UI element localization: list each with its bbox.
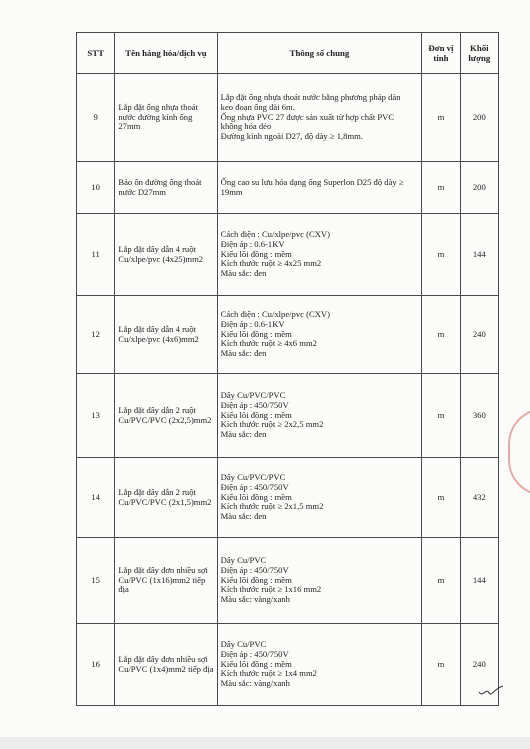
row-stt: 11 (77, 214, 115, 296)
row-quantity: 360 (460, 374, 498, 458)
row-unit: m (422, 214, 460, 296)
spec-line: không hóa dẻo (220, 121, 272, 132)
spec-line: Màu sắc: đen (220, 348, 267, 359)
spec-line: Kích thước ruột ≥ 4x25 mm2 (220, 258, 322, 269)
spec-line: Kích thước ruột ≥ 2x2,5 mm2 (220, 419, 324, 430)
row-stt: 12 (77, 296, 115, 374)
row-specification (217, 162, 422, 214)
row-item-name: Lắp đặt dây dẫn 2 ruột Cu/PVC/PVC (2x1,5)mm2 (115, 458, 217, 538)
row-stt: 13 (77, 374, 115, 458)
table-row (77, 374, 499, 458)
spec-line: Kích thước ruột ≥ 1x4 mm2 (220, 668, 317, 679)
row-specification (217, 458, 422, 538)
specification-table (76, 32, 499, 706)
spec-line: Kích thước ruột ≥ 4x6 mm2 (220, 338, 317, 349)
spec-line: Điện áp : 450/750V (220, 399, 289, 410)
row-item-name: Lắp đặt ống nhựa thoát nước đường kính ống 27mm (115, 74, 217, 162)
row-item-name: Lắp đặt dây dẫn 4 ruột Cu/xlpe/pvc (4x25)mm2 (115, 214, 217, 296)
spec-line: 19mm (220, 186, 243, 197)
row-stt: 16 (77, 624, 115, 706)
header-quantity: Khối lượng (460, 33, 498, 74)
table-row (77, 538, 499, 624)
row-unit: m (422, 538, 460, 624)
header-stt: STT (77, 33, 115, 74)
spec-line: Kích thước ruột ≥ 2x1,5 mm2 (220, 501, 324, 512)
table-row (77, 458, 499, 538)
spec-line: Kiểu lõi đồng : mềm (220, 574, 292, 585)
row-specification (217, 374, 422, 458)
row-unit: m (422, 458, 460, 538)
row-quantity: 200 (460, 74, 498, 162)
row-stt: 10 (77, 162, 115, 214)
spec-line: Dây Cu/PVC (220, 638, 267, 649)
table-row (77, 162, 499, 214)
row-specification (217, 538, 422, 624)
row-item-name: Bảo ôn đường ống thoát nước D27mm (115, 162, 217, 214)
spec-line: Kiểu lõi đồng : mềm (220, 658, 292, 669)
spec-line: Màu sắc: đen (220, 511, 267, 522)
spec-line: Điện áp : 450/750V (220, 481, 289, 492)
row-quantity: 200 (460, 162, 498, 214)
row-item-name: Lắp đặt dây dẫn 4 ruột Cu/xlpe/pvc (4x6)mm2 (115, 296, 217, 374)
row-unit: m (422, 162, 460, 214)
spec-line: Cách điện : Cu/xlpe/pvc (CXV) (220, 308, 330, 319)
spec-line: Điện áp : 450/750V (220, 648, 289, 659)
row-quantity: 240 (460, 624, 498, 706)
spec-line: Kiểu lõi đồng : mềm (220, 248, 292, 259)
spec-line: Dây Cu/PVC (220, 554, 267, 565)
row-specification (217, 296, 422, 374)
table-row (77, 624, 499, 706)
row-unit: m (422, 296, 460, 374)
row-item-name: Lắp đặt dây đơn nhiều sợi Cu/PVC (1x4)mm2 tiếp địa (115, 624, 217, 706)
row-unit: m (422, 374, 460, 458)
table-row (77, 296, 499, 374)
spec-line: Kiểu lõi đồng : mềm (220, 409, 292, 420)
row-quantity: 144 (460, 214, 498, 296)
spec-line: Màu sắc: vàng/xanh (220, 678, 290, 689)
spec-line: Điện áp : 450/750V (220, 564, 289, 575)
spec-line: Dây Cu/PVC/PVC (220, 471, 286, 482)
row-stt: 9 (77, 74, 115, 162)
spec-line: Màu sắc: đen (220, 268, 267, 279)
spec-line: Điện áp : 0.6-1KV (220, 318, 285, 329)
row-stt: 14 (77, 458, 115, 538)
spec-line: Kiểu lõi đồng : mềm (220, 491, 292, 502)
header-specification: Thông số chung (217, 33, 422, 74)
header-unit: Đơn vị tính (422, 33, 460, 74)
spec-line: keo đoạn ống dài 6m. (220, 101, 295, 112)
red-seal-stamp (508, 408, 530, 496)
spec-line: Cách điện : Cu/xlpe/pvc (CXV) (220, 228, 330, 239)
table-row (77, 214, 499, 296)
spec-line: Đường kính ngoài D27, độ dày ≥ 1,8mm. (220, 131, 363, 142)
row-quantity: 432 (460, 458, 498, 538)
spec-line: Kích thước ruột ≥ 1x16 mm2 (220, 584, 322, 595)
row-item-name: Lắp đặt dây dẫn 2 ruột Cu/PVC/PVC (2x2,5)mm2 (115, 374, 217, 458)
table-row (77, 74, 499, 162)
spec-line: Điện áp : 0.6-1KV (220, 238, 285, 249)
spec-line: Ống cao su lưu hóa dạng ống Superlon D25 độ dày ≥ (220, 176, 404, 187)
row-stt: 15 (77, 538, 115, 624)
row-quantity: 144 (460, 538, 498, 624)
table-body (77, 74, 499, 706)
spec-line: Dây Cu/PVC/PVC (220, 389, 286, 400)
row-quantity: 240 (460, 296, 498, 374)
initials-signature (477, 684, 505, 700)
row-specification (217, 624, 422, 706)
header-item-name: Tên hàng hóa/dịch vụ (115, 33, 217, 74)
row-unit: m (422, 624, 460, 706)
row-item-name: Lắp đặt dây đơn nhiều sợi Cu/PVC (1x16)mm2 tiếp địa (115, 538, 217, 624)
table-header-row (77, 33, 499, 74)
row-specification (217, 74, 422, 162)
spec-line: Màu sắc: đen (220, 429, 267, 440)
spec-line: Lắp đặt ống nhựa thoát nước bằng phương pháp dán (220, 91, 401, 102)
scan-bottom-edge (0, 737, 530, 749)
row-specification (217, 214, 422, 296)
spec-line: Ống nhựa PVC 27 được sản xuất từ hợp chất PVC (220, 111, 395, 122)
spec-line: Màu sắc: vàng/xanh (220, 594, 290, 605)
row-unit: m (422, 74, 460, 162)
spec-line: Kiểu lõi đồng : mềm (220, 328, 292, 339)
